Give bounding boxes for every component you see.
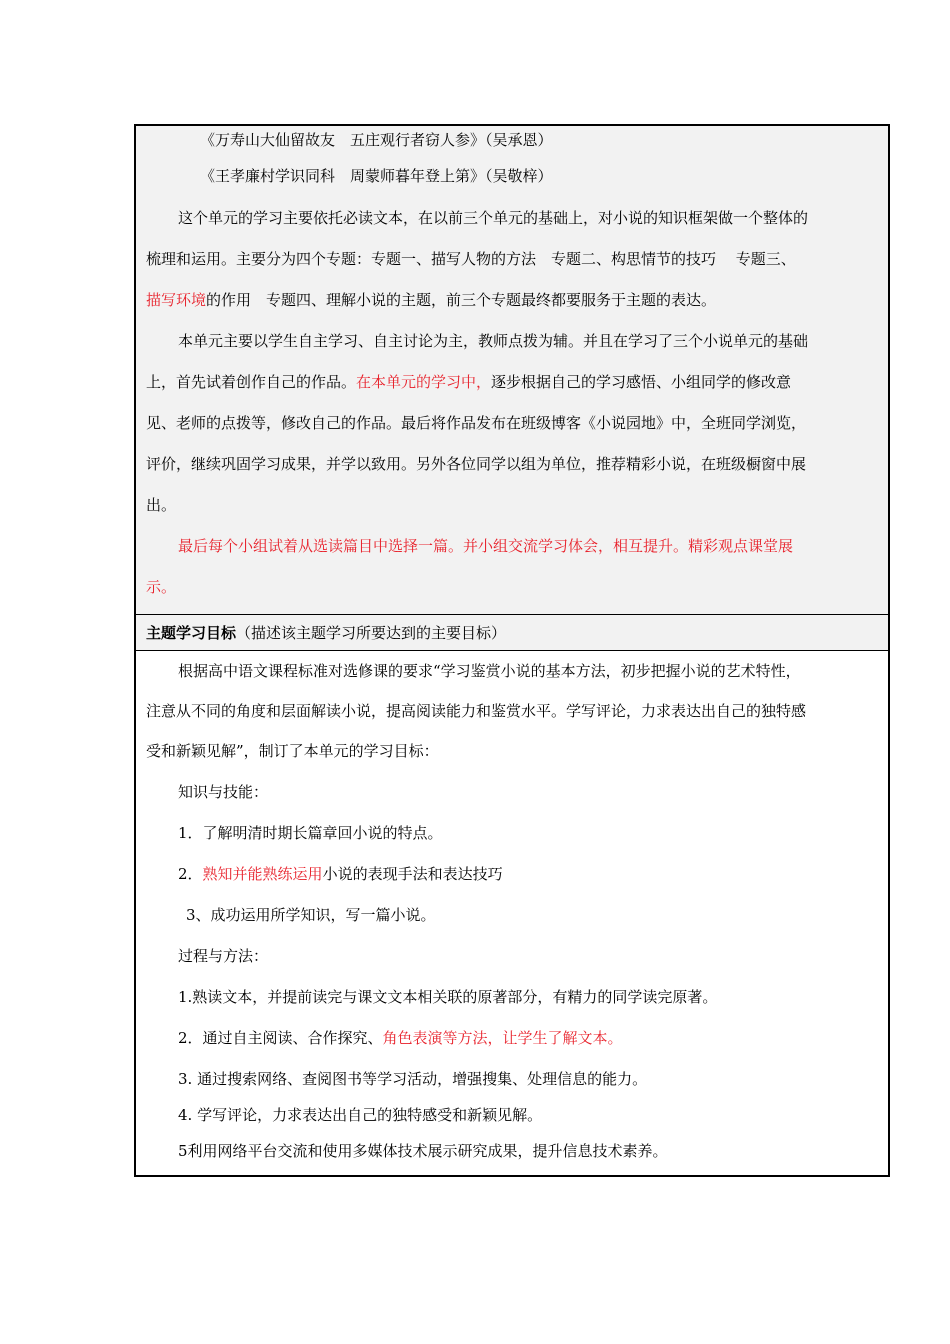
para1-line3: 描写环境的作用 专题四、理解小说的主题，前三个专题最终都要服务于主题的表达。 <box>146 291 717 309</box>
para2-line5: 出。 <box>146 496 177 514</box>
process-item-5: 5利用网络平台交流和使用多媒体技术展示研究成果，提升信息技术素养。 <box>178 1142 668 1160</box>
goals-para-line3: 受和新颖见解”，制订了本单元的学习目标： <box>146 742 439 760</box>
knowledge-item-2: 2．熟知并能熟练运用小说的表现手法和表达技巧 <box>178 865 503 883</box>
highlight-role-play: 角色表演等方法，让学生了解文本。 <box>382 1029 623 1047</box>
knowledge-item-1: 1．了解明清时期长篇章回小说的特点。 <box>178 824 443 842</box>
para3-line2: 示。 <box>146 578 177 596</box>
goals-note: （描述该主题学习所要达到的主要目标） <box>236 624 507 642</box>
highlight-master: 熟知并能熟练运用 <box>202 865 323 883</box>
goals-header <box>146 623 506 643</box>
goals-header-cell <box>136 615 888 651</box>
process-item-1: 1.熟读文本，并提前读完与课文文本相关联的原著部分，有精力的同学读完原著。 <box>178 988 718 1006</box>
process-title: 过程与方法： <box>178 947 269 965</box>
goals-title: 主题学习目标 <box>146 624 237 642</box>
goals-para-line2: 注意从不同的角度和层面解读小说，提高阅读能力和鉴赏水平。学写评论，力求表达出自己的独特感 <box>146 702 807 720</box>
unit-description-cell <box>136 126 888 615</box>
highlight-describe-environment: 描写环境 <box>146 291 207 309</box>
para1-line1: 这个单元的学习主要依托必读文本，在以前三个单元的基础上，对小说的知识框架做一个整体的 <box>178 209 809 227</box>
para2-line3: 见、老师的点拨等，修改自己的作品。最后将作品发布在班级博客《小说园地》中，全班同学浏览， <box>146 414 807 432</box>
highlight-in-this-unit: 在本单元的学习中， <box>356 373 492 391</box>
process-item-2: 2．通过自主阅读、合作探究、角色表演等方法，让学生了解文本。 <box>178 1029 623 1047</box>
para2-line1: 本单元主要以学生自主学习、自主讨论为主，教师点拨为辅。并且在学习了三个小说单元的基础 <box>178 332 809 350</box>
goals-body-cell <box>136 651 888 1175</box>
book-title-2: 《王孝廉村学识同科 周蒙师暮年登上第》（吴敬梓） <box>200 167 553 185</box>
para1-line2: 梳理和运用。主要分为四个专题：专题一、描写人物的方法 专题二、构思情节的技巧 专题三、 <box>146 250 796 268</box>
lesson-plan-table <box>134 124 890 1177</box>
goals-para-line1: 根据高中语文课程标准对选修课的要求“学习鉴赏小说的基本方法，初步把握小说的艺术特性， <box>178 662 801 680</box>
process-item-4: 4. 学写评论，力求表达出自己的独特感受和新颖见解。 <box>178 1106 543 1124</box>
book-title-1: 《万寿山大仙留故友 五庄观行者窃人参》（吴承恩） <box>200 131 553 149</box>
para2-line2: 上，首先试着创作自己的作品。在本单元的学习中，逐步根据自己的学习感悟、小组同学的修改意 <box>146 373 792 391</box>
knowledge-title: 知识与技能： <box>178 783 269 801</box>
para3-line1: 最后每个小组试着从选读篇目中选择一篇。并小组交流学习体会，相互提升。精彩观点课堂展 <box>178 537 794 555</box>
para2-line4: 评价，继续巩固学习成果，并学以致用。另外各位同学以组为单位，推荐精彩小说，在班级橱窗中展 <box>146 455 807 473</box>
process-item-3: 3. 通过搜索网络、查阅图书等学习活动，增强搜集、处理信息的能力。 <box>178 1070 648 1088</box>
knowledge-item-3: 3、成功运用所学知识，写一篇小说。 <box>186 906 436 924</box>
